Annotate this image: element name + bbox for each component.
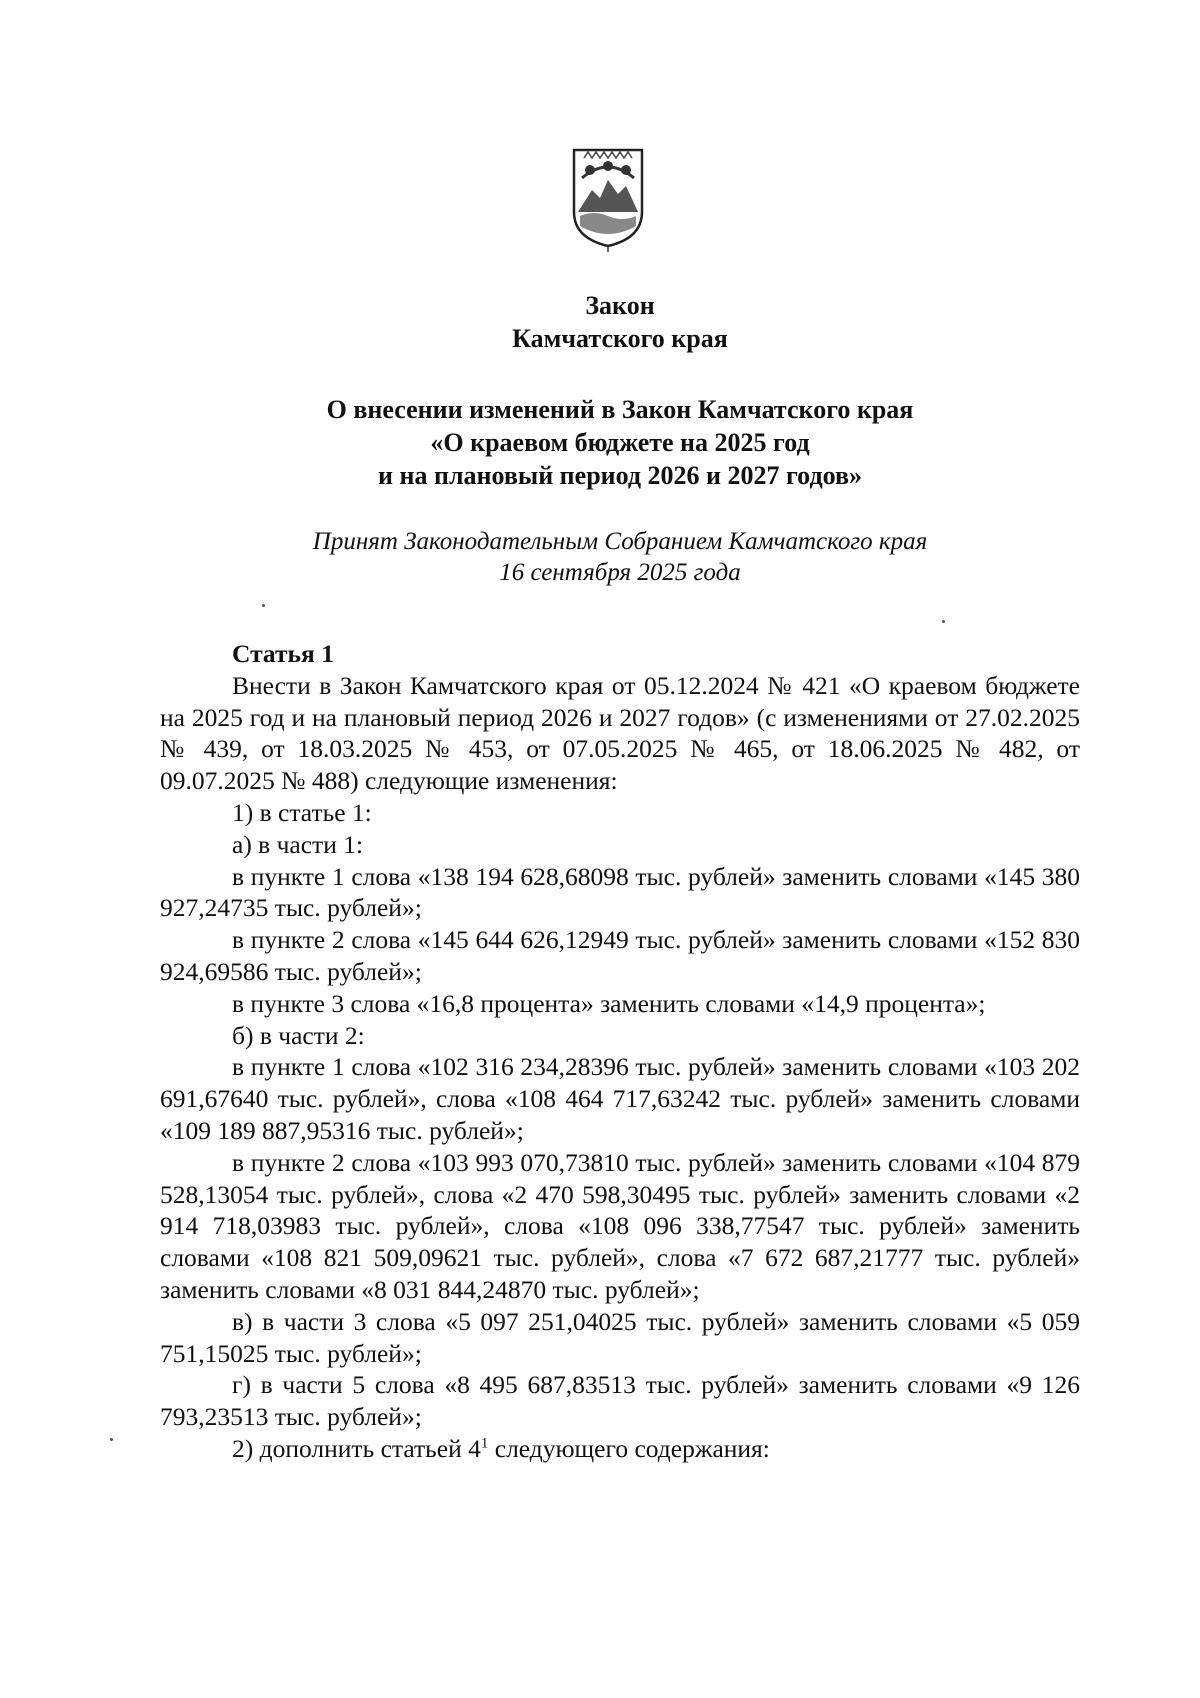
adoption-date: 16 сентября 2025 года [499, 559, 741, 586]
scan-speck [942, 620, 945, 623]
paragraph: в пункте 1 слова «102 316 234,28396 тыс. рублей» заменить словами «103 202 691,67640 тыс. рублей», слова «108 464 717,63242 тыс. рублей» заменить словами «109 189 887,95316 тыс. рублей»; [160, 1052, 1080, 1145]
heading-line-1: О внесении изменений в Закон Камчатского края [326, 395, 914, 424]
article-intro-paragraph: Внести в Закон Камчатского края от 05.12.2024 № 421 «О краевом бюджете на 2025 год и на плановый период 2026 и 2027 годов» (с изменениями от 27.02.2025 № 439, от 18.03.2025 № 453, от 07.05.2025 № 465, от 18.06.2025 № 482, от 09.07.2025 № 488) следующие изменения: [160, 670, 1080, 796]
list-item: а) в части 1: [232, 829, 364, 859]
item2-prefix: 2) дополнить статьей 4 [232, 1433, 481, 1463]
item2-superscript: 1 [480, 1435, 489, 1452]
paragraph: в) в части 3 слова «5 097 251,04025 тыс. рублей» заменить словами «5 059 751,15025 тыс. рублей»; [160, 1306, 1080, 1368]
list-item [160, 1433, 1080, 1465]
scan-speck [110, 1438, 113, 1441]
scan-speck [262, 604, 265, 607]
adoption-line-1: Принят Законодательным Собранием Камчатского края [312, 528, 928, 555]
heading-line-2: «О краевом бюджете на 2025 год [430, 428, 810, 457]
paragraph: в пункте 1 слова «138 194 628,68098 тыс. рублей» заменить словами «145 380 927,24735 тыс. рублей»; [160, 861, 1080, 923]
article-body [160, 638, 1080, 1465]
paragraph: в пункте 2 слова «103 993 070,73810 тыс. рублей» заменить словами «104 879 528,13054 тыс. рублей», слова «2 470 598,30495 тыс. рублей» заменить словами «2 914 718,03983 тыс. рублей», слова «108 096 338,77547 тыс. рублей» заменить словами «108 821 509,09621 тыс. рублей», слова «7 672 687,21777 тыс. рублей» заменить словами «8 031 844,24870 тыс. рублей»; [160, 1147, 1080, 1304]
list-item: б) в части 2: [232, 1020, 365, 1050]
paragraph: г) в части 5 слова «8 495 687,83513 тыс. рублей» заменить словами «9 126 793,23513 тыс. рублей»; [160, 1370, 1080, 1432]
paragraph: в пункте 3 слова «16,8 процента» заменить словами «14,9 процента»; [232, 988, 986, 1018]
heading-line-3: и на плановый период 2026 и 2027 годов» [378, 461, 862, 490]
kamchatka-coat-of-arms-emblem [568, 142, 648, 252]
article-title: Статья 1 [232, 639, 334, 668]
paragraph: в пункте 2 слова «145 644 626,12949 тыс. рублей» заменить словами «152 830 924,69586 тыс. рублей»; [160, 925, 1080, 986]
item2-suffix: следующего содержания: [488, 1433, 770, 1463]
law-title: Закон [585, 291, 655, 320]
law-region: Камчатского края [512, 324, 728, 353]
list-item: 1) в статье 1: [232, 797, 372, 827]
